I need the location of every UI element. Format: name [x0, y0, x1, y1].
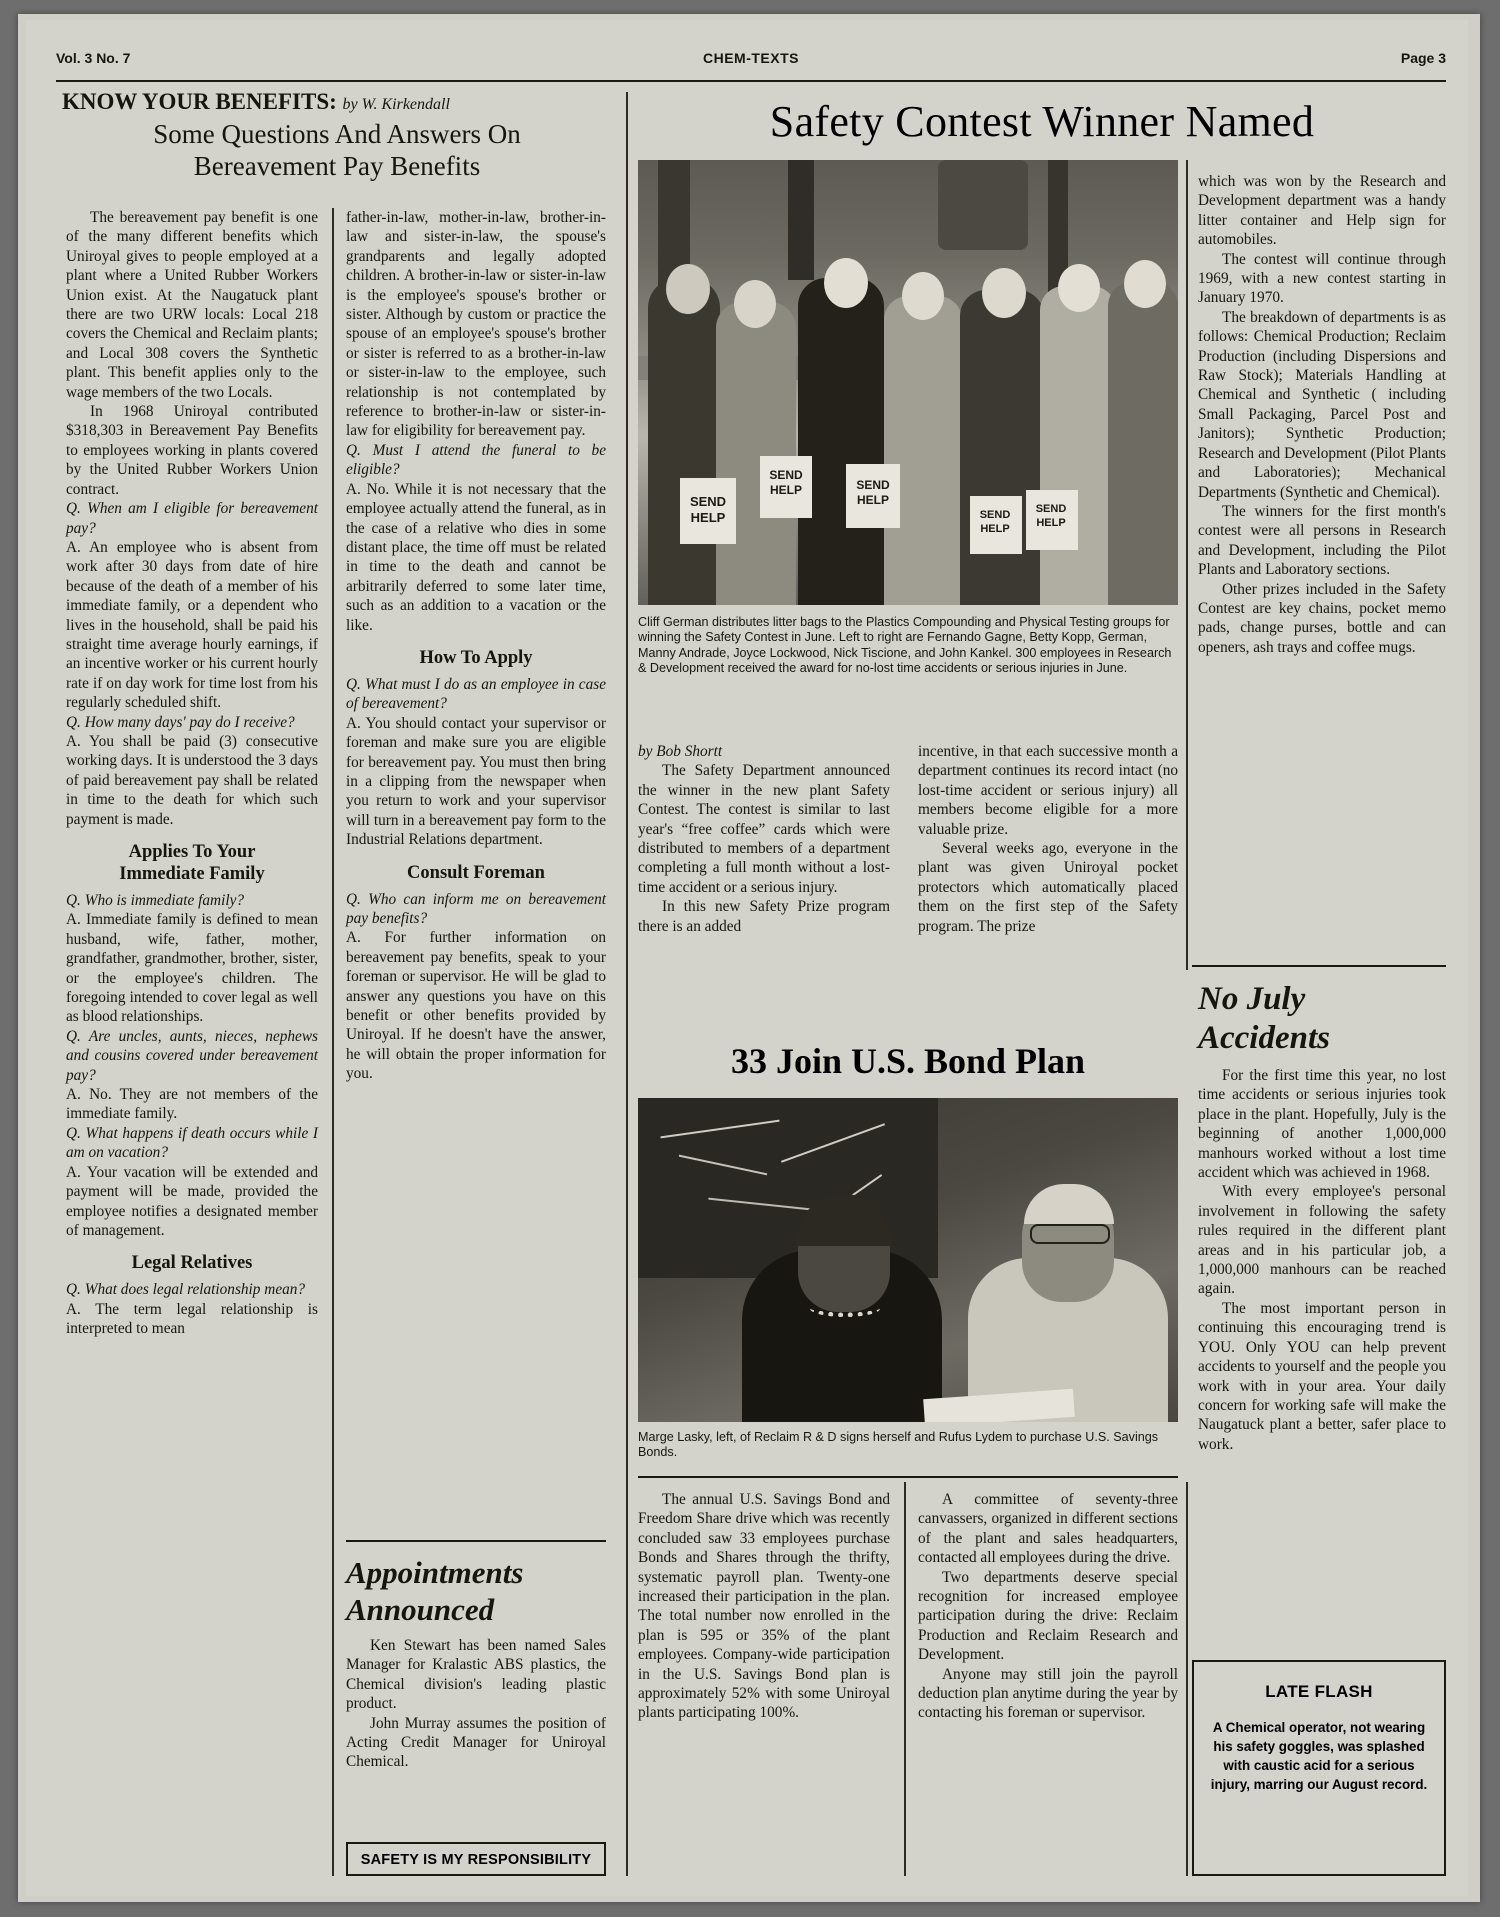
paragraph: A. You shall be paid (3) consecutive working days. It is understood the 3 days of paid bereavement pay shall be related in time to the death for which such payment is made. [66, 732, 318, 828]
paragraph: Q. Are uncles, aunts, nieces, nephews and cousins covered under bereavement pay? [66, 1027, 318, 1084]
paragraph: In this new Safety Prize program there is an added [638, 898, 890, 935]
benefits-byline: by W. Kirkendall [342, 96, 450, 113]
benefits-subhead-2: Legal Relatives [131, 1253, 253, 1274]
divider-bond-inner [904, 1482, 906, 1876]
benefits-column-2 [346, 208, 606, 1084]
benefits-column-1 [66, 208, 318, 1339]
paragraph: John Murray assumes the position of Acting Credit Manager for Uniroyal Chemical. [346, 1714, 606, 1771]
paragraph: Q. Who is immediate family? [66, 892, 245, 909]
appointments-headline-2: Announced [346, 1592, 495, 1627]
paragraph: A. No. They are not members of the immediate family. [66, 1086, 318, 1123]
paragraph: Q. What does legal relationship mean? [66, 1281, 306, 1299]
masthead-title: CHEM-TEXTS [703, 50, 799, 66]
paragraph: which was won by the Research and Development department was a handy litter container and Help sign for automobiles. [1198, 173, 1446, 249]
nojuly-top-rule [1192, 965, 1446, 967]
bond-headline: 33 Join U.S. Bond Plan [730, 1041, 1086, 1081]
paragraph: Anyone may still join the payroll deduction plan anytime during the year by contacting his foreman or supervisor. [918, 1665, 1178, 1722]
paragraph: Q. How many days' pay do I receive? [66, 713, 295, 731]
benefits-subhead-1a: Applies To Your [128, 842, 256, 862]
nojuly-headline-2: Accidents [1198, 1020, 1330, 1056]
paragraph: The breakdown of departments is as follows: Chemical Production; Reclaim Production (including Dispersions and Raw Stock); Materials Handling at Chemical and Synthetic ( including Small Packaging, Parcel Post and Janitors); Synthetic Production; Research and Development (Pilot Plants and Laboratories); Mechanical Departments (Synthetic and Chemical). [1198, 308, 1446, 501]
newspaper-page [18, 14, 1480, 1902]
page-sheet [26, 20, 1468, 1896]
paragraph: A. Immediate family is defined to mean husband, wife, father, mother, grandfather, grandmother, brother, sister, or the employee's children. The foregoing intended to cover legal as well as blood relationships. [66, 911, 318, 1026]
paragraph: A. No. While it is not necessary that the employee actually attend the funeral, as in the case of a relative who dies in some distant place, the time off must be related in time to the death and cannot be arbitrarily deferred to some later time, such as an addition to a vacation or the like. [346, 480, 606, 634]
paragraph: Q. What happens if death occurs while I am on vacation? [66, 1124, 318, 1162]
bond-column-1 [638, 1490, 890, 1723]
paragraph: Q. Who can inform me on bereavement pay benefits? [346, 890, 606, 927]
paragraph: A. Your vacation will be extended and payment will be made, provided the employee notifies a designated member of management. [66, 1163, 318, 1239]
divider-left [626, 92, 628, 1876]
safety-headline: Safety Contest Winner Named [769, 97, 1315, 146]
divider-right-upper [1186, 160, 1188, 970]
safety-column-2 [918, 742, 1178, 936]
paragraph: The most important person in continuing this encouraging trend is YOU. Only YOU can help prevent accidents to yourself and the people you work with in your area. Your daily concern for working safe will make the Naugatuck plant a better, safer place to work. [1198, 1299, 1446, 1453]
paragraph: With every employee's personal involvement in following the safety rules required in the different plant areas and in his particular job, a 1,000,000 manhours can be reached again. [1198, 1183, 1446, 1298]
safety-column-3 [1198, 172, 1446, 657]
paragraph: A committee of seventy-three canvassers, organized in different sections of the plant and sales headquarters, contacted all employees during the drive. [918, 1491, 1178, 1567]
late-flash-body: A Chemical operator, not wearing his safety goggles, was splashed with caustic acid for a serious injury, marring our August record. [1210, 1720, 1428, 1792]
appointments-article [346, 1554, 606, 1772]
masthead [56, 50, 1446, 76]
safety-slogan-box [346, 1842, 606, 1876]
paragraph: The contest will continue through 1969, with a new contest starting in January 1970. [1198, 250, 1446, 307]
paragraph: In 1968 Uniroyal contributed $318,303 in Bereavement Pay Benefits to employees working in plants covered by the United Rubber Workers Union contract. [66, 403, 318, 498]
safety-byline: by Bob Shortt [638, 743, 723, 760]
bond-rule [638, 1476, 1178, 1478]
masthead-page-number: Page 3 [1400, 50, 1446, 66]
paragraph: incentive, in that each successive month a department continues its record intact (no lost-time accident or serious injury) all members become eligible for a more valuable prize. [918, 743, 1178, 838]
safety-column-1 [638, 742, 890, 936]
paragraph: A. The term legal relationship is interpreted to mean [66, 1300, 318, 1338]
divider-right-lower [1186, 1482, 1188, 1876]
paragraph: Ken Stewart has been named Sales Manager for Kralastic ABS plastics, the Chemical division's leading plastic product. [346, 1637, 606, 1713]
appointments-top-rule [346, 1540, 606, 1542]
safety-contest-photo: SEND HELP SEND HELP SEND HELP SEND HELP SEND HELP [638, 160, 1178, 605]
benefits-subhead-3: How To Apply [419, 647, 533, 668]
benefits-headline-1: Some Questions And Answers On [153, 119, 521, 150]
benefits-subhead-4: Consult Foreman [407, 862, 545, 883]
paragraph: Two departments deserve special recognition for increased employee participation during the drive: Reclaim Production and Reclaim Research and Development. [918, 1568, 1178, 1664]
nojuly-headline-1: No July [1198, 981, 1306, 1017]
paragraph: Q. When am I eligible for bereavement pay? [66, 500, 318, 537]
bond-column-2 [918, 1490, 1178, 1723]
paragraph: A. You should contact your supervisor or foreman and make sure you are eligible for bereavement pay. You must then bring in a clipping from the newspaper when you return to work and your supervisor will turn in a bereavement pay form to the Industrial Relations department. [346, 714, 606, 849]
paragraph: Q. Must I attend the funeral to be eligible? [346, 441, 606, 479]
paragraph: Several weeks ago, everyone in the plant was given Uniroyal pocket protectors which automatically placed them on the first step of the Safety program. The prize [918, 840, 1178, 935]
masthead-volume: Vol. 3 No. 7 [56, 50, 131, 66]
late-flash-title: LATE FLASH [1265, 1682, 1373, 1701]
benefits-subhead-1b: Immediate Family [119, 864, 265, 884]
nojuly-article [1198, 980, 1446, 1454]
masthead-rule [56, 80, 1446, 82]
benefits-headline-2: Bereavement Pay Benefits [193, 151, 481, 182]
safety-photo-caption: Cliff German distributes litter bags to the Plastics Compounding and Physical Testing groups for winning the Safety Contest in June. Left to right are Fernando Gagne, Betty Kopp, German, Manny Andrade, Joyce Lockwood, Nick Tiscione, and John Kankel. 300 employees in Research & Development received the award for no-lost time accidents or serious injuries in June. [638, 615, 1172, 676]
paragraph: The winners for the first month's contest were all persons in Research and Development, including the Pilot Plants and Laboratory sections. [1198, 502, 1446, 579]
bond-photo-caption: Marge Lasky, left, of Reclaim R & D signs herself and Rufus Lydem to purchase U.S. Savings Bonds. [638, 1430, 1159, 1460]
paragraph: Other prizes included in the Safety Contest are key chains, pocket memo pads, change purses, bottle and can openers, ash trays and coffee mugs. [1198, 580, 1446, 656]
paragraph: The annual U.S. Savings Bond and Freedom Share drive which was recently concluded saw 33 employees purchase Bonds and Shares through the thrifty, systematic payroll plan. Twenty-one increased their participation in the plan. The total number now enrolled in the plan is 595 or 35% of the plant employees. Company-wide participation in the U.S. Savings Bond plan is approximately 52% with some Uniroyal plants participating 100%. [638, 1491, 890, 1722]
paragraph: A. An employee who is absent from work after 30 days from date of hire because of the death of a member of his immediate family, or a dependent who lives in the household, shall be paid his straight time average hourly earnings, if an incentive worker or his current hourly rate if on day work for time lost from his regularly scheduled shift. [66, 538, 318, 712]
appointments-headline-1: Appointments [346, 1555, 524, 1590]
paragraph: father-in-law, mother-in-law, brother-in-law and sister-in-law, the spouse's grandparents and legally adopted children. A brother-in-law or sister-in-law is the employee's spouse's brother or sister. Although by custom or practice the spouse of an employee's spouse's brother or sister is referred to as a brother-in-law or sister-in-law to the employee, such relationship is not contemplated by reference to brother-in-law or sister-in-law for eligibility for bereavement pay. [346, 209, 606, 440]
paragraph: The bereavement pay benefit is one of the many different benefits which Uniroyal gives to people employed at a plant where a United Rubber Workers Union exist. At the Naugatuck plant there are two URW locals: Local 218 covers the Chemical and Reclaim plants; and Local 308 covers the Synthetic plant. This benefit applies only to the wage members of the two Locals. [66, 209, 318, 401]
divider-benefits-inner [332, 208, 334, 1876]
paragraph: A. For further information on bereavement pay benefits, speak to your foreman or supervisor. He will be glad to answer any questions you have on this benefit or other benefits provided by Uniroyal. If he doesn't have the answer, he will obtain the proper information for you. [346, 929, 606, 1083]
safety-slogan-text: SAFETY IS MY RESPONSIBILITY [360, 1852, 592, 1868]
bond-plan-photo [638, 1098, 1178, 1422]
benefits-kicker: KNOW YOUR BENEFITS: by W. Kirkendall [62, 89, 450, 114]
paragraph: Q. What must I do as an employee in case of bereavement? [346, 675, 606, 713]
paragraph: For the first time this year, no lost time accidents or serious injuries took place in the plant. Hopefully, July is the beginning of another 1,000,000 manhours worked without a lost time accident which was achieved in 1968. [1198, 1067, 1446, 1182]
paragraph: The Safety Department announced the winner in the new plant Safety Contest. The contest is similar to last year's “free coffee” cards which were distributed to members of a department completing a full month without a lost-time accident or a serious injury. [638, 762, 890, 896]
benefits-header [62, 89, 612, 182]
late-flash-box [1192, 1660, 1446, 1876]
